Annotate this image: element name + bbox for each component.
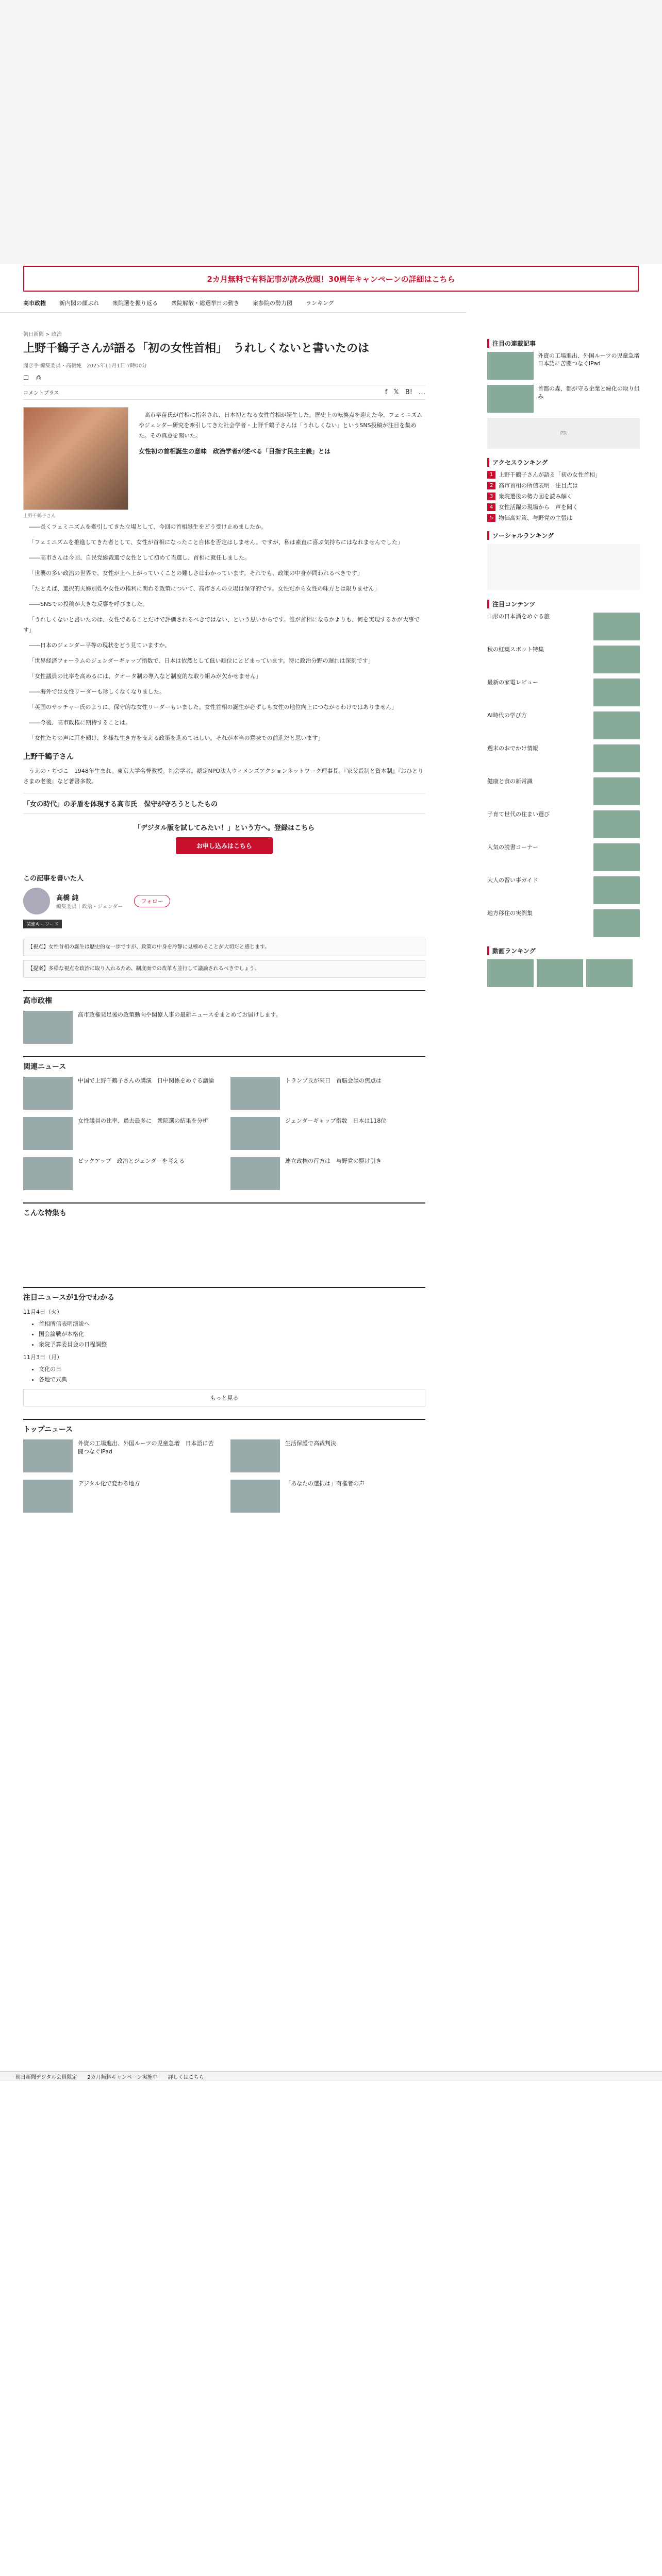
- content-headline: 週末のおでかけ情報: [487, 745, 538, 752]
- daily-item[interactable]: • 国会論戦が本格化: [39, 1329, 425, 1340]
- bookmark-icon[interactable]: ☐: [23, 374, 29, 381]
- more-icon[interactable]: …: [419, 388, 425, 396]
- profile-title: 上野千鶴子さん: [23, 753, 74, 761]
- daily-item[interactable]: • 各地で式典: [39, 1375, 425, 1385]
- daily-list: [39, 1319, 425, 1350]
- rank-number: 2: [487, 482, 495, 489]
- rank-number: 3: [487, 493, 495, 500]
- paragraph: 「世界経済フォーラムのジェンダーギャップ指数で、日本は依然として低い順位にとどまっています。特に政治分野の遅れは深刻です」: [29, 657, 374, 664]
- more-button[interactable]: もっと見る: [23, 1389, 425, 1406]
- article-tools: [23, 374, 425, 382]
- pickup-text: 高市政権発足後の政策動向や閣僚人事の最新ニュースをまとめてお届けします。: [78, 1011, 282, 1018]
- paragraph: 「女性議員の比率を高めるには、クオータ制の導入など制度的な取り組みが欠かせません」: [29, 673, 261, 680]
- rank-headline: 物価高対策、与野党の主張は: [499, 515, 572, 521]
- keyword-tag[interactable]: 関連キーワード: [23, 920, 62, 928]
- daily-item[interactable]: • 文化の日: [39, 1364, 425, 1375]
- content-thumbnail: [593, 711, 640, 739]
- content-item[interactable]: [487, 613, 640, 640]
- notice-text: 2カ月無料キャンペーン実施中: [87, 2075, 158, 2080]
- rank-number: 1: [487, 471, 495, 479]
- nav-item[interactable]: 新内閣の顔ぶれ: [59, 300, 99, 307]
- social-ranking-area: [487, 544, 640, 590]
- series-thumbnail: [487, 385, 534, 413]
- comment-card[interactable]: 【提案】多様な視点を政治に取り入れるため、制度面での改革も並行して議論されるべきでしょう。: [23, 960, 425, 978]
- paragraph: ――長くフェミニズムを牽引してきた立場として、今回の首相誕生をどう受け止めましたか。: [29, 523, 267, 530]
- pickup-item[interactable]: [23, 1011, 425, 1044]
- paragraph: 「女性たちの声に耳を傾け、多様な生き方を支える政策を進めてほしい。それが本当の意味での前進だと思います」: [29, 735, 324, 741]
- news-item[interactable]: [230, 1117, 425, 1150]
- subscribe-box: [23, 814, 425, 862]
- daily-news: [23, 1308, 425, 1406]
- comment-card[interactable]: 【視点】女性首相の誕生は歴史的な一歩ですが、政策の中身を冷静に見極めることが大切だと感じます。: [23, 939, 425, 956]
- news-thumbnail: [23, 1480, 73, 1513]
- paragraph: 「たとえば、選択的夫婦別姓や女性の権利に関わる政策について、高市さんの立場は保守的です。女性だから女性の味方とは限りません」: [29, 585, 380, 592]
- author-row: [23, 888, 425, 914]
- news-thumbnail: [230, 1480, 280, 1513]
- daily-item[interactable]: • 首相所信表明演説へ: [39, 1319, 425, 1329]
- comments-plus-link[interactable]: コメントプラス: [23, 391, 59, 396]
- content-headline: 秋の紅葉スポット特集: [487, 646, 544, 653]
- news-headline: デジタル化で変わる地方: [78, 1480, 140, 1487]
- content-headline: 健康と食の新常識: [487, 778, 533, 785]
- content-thumbnail: [593, 810, 640, 838]
- daily-date: 11月3日（月）: [23, 1354, 62, 1361]
- content-thumbnail: [593, 876, 640, 904]
- author-name[interactable]: 高橋 純: [56, 894, 79, 902]
- lead-paragraph: 高市早苗氏が首相に指名され、日本初となる女性首相が誕生した。歴史上の転換点を迎えた今、フェミニズムやジェンダー研究を牽引してきた社会学者・上野千鶴子さんは「うれしくない」というSNS投稿が注目を集めた。その真意を聞いた。: [139, 412, 423, 439]
- daily-list: [39, 1364, 425, 1385]
- subscribe-button[interactable]: お申し込みはこちら: [176, 837, 273, 854]
- photo-caption: 上野千鶴子さん: [23, 514, 56, 519]
- x-icon[interactable]: 𝕏: [393, 388, 399, 396]
- series-thumbnail: [487, 352, 534, 380]
- content-title: 注目コンテンツ: [487, 600, 640, 608]
- daily-item[interactable]: • 衆院予算委員会の日程調整: [39, 1340, 425, 1350]
- top-news-grid: [23, 1439, 425, 1513]
- paragraph: ――今後、高市政権に期待することは。: [29, 719, 131, 726]
- top-news-item[interactable]: [23, 1439, 218, 1472]
- news-item[interactable]: [230, 1077, 425, 1110]
- video-thumbnail[interactable]: [586, 959, 633, 987]
- nav-item[interactable]: 衆院解散・総選挙日の動き: [171, 300, 239, 307]
- lead-row: [23, 407, 425, 519]
- top-news-item[interactable]: [230, 1480, 425, 1513]
- content-thumbnail: [593, 744, 640, 772]
- top-news-title: トップニュース: [23, 1419, 425, 1434]
- sidebar: [487, 330, 646, 987]
- rank-headline: 衆院選後の勢力図を読み解く: [499, 493, 572, 500]
- paragraph: 「うれしくないと書いたのは、女性であることだけで評価されるべきではない、という思いからです。誰が首相になるかよりも、何を実現するかが大事です」: [23, 616, 420, 633]
- content-item[interactable]: [487, 679, 640, 706]
- content-item[interactable]: [487, 711, 640, 739]
- lead-text: [139, 407, 425, 519]
- content-headline: 山形の日本酒をめぐる旅: [487, 613, 550, 620]
- notice-text: 朝日新聞デジタル会員限定: [15, 2075, 77, 2080]
- photo-block: [23, 407, 128, 519]
- subscribe-title: 「デジタル版を試してみたい！」という方へ。登録はこちら: [134, 824, 315, 832]
- author-role: 編集委員｜政治・ジェンダー: [56, 904, 123, 910]
- nav-item[interactable]: 衆参院の勢力図: [253, 300, 292, 307]
- question-heading: 女性初の首相誕生の意味 政治学者が述べる「目指す民主主義」とは: [139, 448, 331, 455]
- content-headline: 地方移住の実例集: [487, 910, 533, 917]
- paragraph: 「英国のサッチャー氏のように、保守的な女性リーダーもいました。女性首相の誕生が必ずしも女性の地位向上につながるわけではありません」: [29, 704, 398, 710]
- content-item[interactable]: [487, 876, 640, 904]
- bottom-notice-bar: [0, 2071, 662, 2080]
- news-headline: ジェンダーギャップ指数 日本は118位: [285, 1117, 387, 1124]
- news-headline: ピックアップ 政治とジェンダーを考える: [78, 1158, 185, 1164]
- content-thumbnail: [593, 777, 640, 805]
- social-ranking-title: ソーシャルランキング: [487, 531, 640, 540]
- news-headline: 生活保護で高裁判決: [285, 1440, 336, 1447]
- news-headline: トランプ氏が来日 首脳会談の焦点は: [285, 1077, 382, 1084]
- content-item[interactable]: [487, 810, 640, 838]
- article-title: 上野千鶴子さんが語る「初の女性首相」 うれしくないと書いたのは: [23, 342, 370, 355]
- news-thumbnail: [230, 1117, 280, 1150]
- content-item[interactable]: [487, 646, 640, 673]
- top-news-item[interactable]: [230, 1439, 425, 1472]
- news-thumbnail: [230, 1157, 280, 1190]
- special-title: こんな特集も: [23, 1202, 425, 1218]
- follow-button[interactable]: フォロー: [134, 895, 170, 907]
- top-news-item[interactable]: [23, 1480, 218, 1513]
- author-heading: この記事を書いた人: [23, 875, 84, 883]
- rank-headline: 上野千鶴子さんが語る「初の女性首相」: [499, 471, 601, 478]
- news-headline: 外資の工場進出、外国ルーツの児童急増 日本語に苦闘つなぐiPad: [78, 1440, 214, 1455]
- content-item[interactable]: [487, 909, 640, 937]
- content-headline: 最新の家電レビュー: [487, 679, 538, 686]
- sidebar-ad[interactable]: PR: [487, 418, 640, 449]
- news-thumbnail: [23, 1077, 73, 1110]
- content-headline: 子育て世代の住まい選び: [487, 811, 550, 818]
- content-headline: 人気の読書コーナー: [487, 844, 538, 851]
- paragraph: ――高市さんは今回、自民党総裁選で女性として初めて当選し、首相に就任しました。: [29, 554, 250, 561]
- video-ranking-title: 動画ランキング: [487, 946, 640, 955]
- ranking-item[interactable]: [487, 493, 640, 500]
- share-buttons: [385, 388, 425, 396]
- content-thumbnail: [593, 646, 640, 673]
- hatena-icon[interactable]: B!: [405, 388, 412, 396]
- ranking-item[interactable]: [487, 482, 640, 489]
- ranking-item[interactable]: [487, 503, 640, 511]
- related-news-grid: [23, 1077, 425, 1190]
- profile-box: [23, 752, 425, 787]
- video-carousel: [487, 959, 640, 987]
- news-thumbnail: [230, 1077, 280, 1110]
- rank-number: 5: [487, 514, 495, 522]
- news-thumbnail: [230, 1439, 280, 1472]
- rank-headline: 女性活躍の現場から 声を聞く: [499, 504, 578, 511]
- content-item[interactable]: [487, 777, 640, 805]
- paragraph: 「フェミニズムを推進してきた者として、女性が首相になったこと自体を否定はしません。ですが、私は素直に喜ぶ気持ちにはなれませんでした」: [29, 539, 403, 546]
- pickup-thumbnail: [23, 1011, 73, 1044]
- news-item[interactable]: [23, 1117, 218, 1150]
- news-item[interactable]: [230, 1157, 425, 1190]
- news-item[interactable]: [23, 1077, 218, 1110]
- series-headline: 外資の工場進出、外国ルーツの児童急増 日本語に苦闘つなぐiPad: [538, 352, 646, 367]
- content-thumbnail: [593, 909, 640, 937]
- avatar[interactable]: [23, 888, 50, 914]
- byline: 聞き手 編集委員・高橋純 2025年11月1日 7時00分: [23, 363, 147, 369]
- paragraph: ――SNSでの投稿が大きな反響を呼びました。: [29, 601, 148, 607]
- author-info: [56, 892, 123, 910]
- daily-title: 注目ニュースが1分でわかる: [23, 1287, 425, 1302]
- ranking-title: アクセスランキング: [487, 458, 640, 467]
- video-thumbnail[interactable]: [537, 959, 583, 987]
- comment-share-bar: [23, 385, 425, 400]
- promo-banner[interactable]: 2カ月無料で有料記事が読み放題！30周年キャンペーンの詳細はこちら: [23, 266, 639, 292]
- content-thumbnail: [593, 679, 640, 706]
- paragraph: ――日本のジェンダー平等の現状をどう見ていますか。: [29, 642, 171, 649]
- facebook-icon[interactable]: f: [385, 388, 388, 396]
- content-headline: AI時代の学び方: [487, 712, 527, 719]
- daily-date: 11月4日（火）: [23, 1309, 62, 1315]
- news-headline: 中国で上野千鶴子さんの講演 日中関係をめぐる議論: [78, 1077, 214, 1084]
- paragraph: 「世襲の多い政治の世界で、女性が上へ上がっていくことの難しさはわかっています。それでも、政策の中身が問われるべきです」: [29, 570, 363, 577]
- breadcrumb[interactable]: 朝日新聞 > 政治: [23, 332, 62, 337]
- content-thumbnail: [593, 613, 640, 640]
- print-icon[interactable]: ⎙: [36, 374, 41, 381]
- nav-item[interactable]: 高市政権: [23, 300, 46, 307]
- content-item[interactable]: [487, 843, 640, 871]
- series-headline: 首都の森、都が守る企業と緑化の取り組み: [538, 385, 640, 400]
- ranking-item[interactable]: [487, 471, 640, 479]
- article-body: [23, 522, 425, 743]
- category-nav: [0, 292, 467, 313]
- ranking-item[interactable]: [487, 514, 640, 522]
- content-item[interactable]: [487, 744, 640, 772]
- video-thumbnail[interactable]: [487, 959, 534, 987]
- news-thumbnail: [23, 1439, 73, 1472]
- rank-number: 4: [487, 503, 495, 511]
- news-thumbnail: [23, 1157, 73, 1190]
- nav-item[interactable]: 衆院選を振り返る: [112, 300, 158, 307]
- portrait-photo[interactable]: [23, 407, 128, 510]
- author-block: [23, 873, 425, 930]
- nav-item[interactable]: ランキング: [306, 300, 334, 307]
- related-article-link[interactable]: 「女の時代」の矛盾を体現する高市氏 保守が守ろうとしたもの: [23, 793, 425, 814]
- pickup-title: 高市政権: [23, 990, 425, 1006]
- ad-top-area: [0, 0, 662, 264]
- related-news-title: 関連ニュース: [23, 1056, 425, 1072]
- news-thumbnail: [23, 1117, 73, 1150]
- content-thumbnail: [593, 843, 640, 871]
- content-headline: 大人の習い事ガイド: [487, 877, 538, 884]
- paragraph: ――海外では女性リーダーも珍しくなくなりました。: [29, 688, 165, 695]
- series-item[interactable]: [487, 352, 646, 380]
- series-title: 注目の連載記事: [487, 339, 640, 348]
- special-area: [23, 1223, 425, 1275]
- series-item[interactable]: [487, 385, 640, 413]
- notice-link[interactable]: 詳しくはこちら: [168, 2075, 204, 2080]
- news-item[interactable]: [23, 1157, 218, 1190]
- profile-text: うえの・ちづこ 1948年生まれ。東京大学名誉教授。社会学者。認定NPO法人ウィメンズアクションネットワーク理事長。『家父長制と資本制』『おひとりさまの老後』など著書多数。: [23, 768, 424, 785]
- article-main: [23, 330, 425, 1513]
- comments-section: [23, 939, 425, 978]
- news-headline: 「あなたの選択は」有権者の声: [285, 1480, 365, 1487]
- news-headline: 連立政権の行方は 与野党の駆け引き: [285, 1158, 382, 1164]
- news-headline: 女性議員の比率、過去最多に 衆院選の結果を分析: [78, 1117, 208, 1124]
- rank-headline: 高市首相の所信表明 注目点は: [499, 482, 578, 489]
